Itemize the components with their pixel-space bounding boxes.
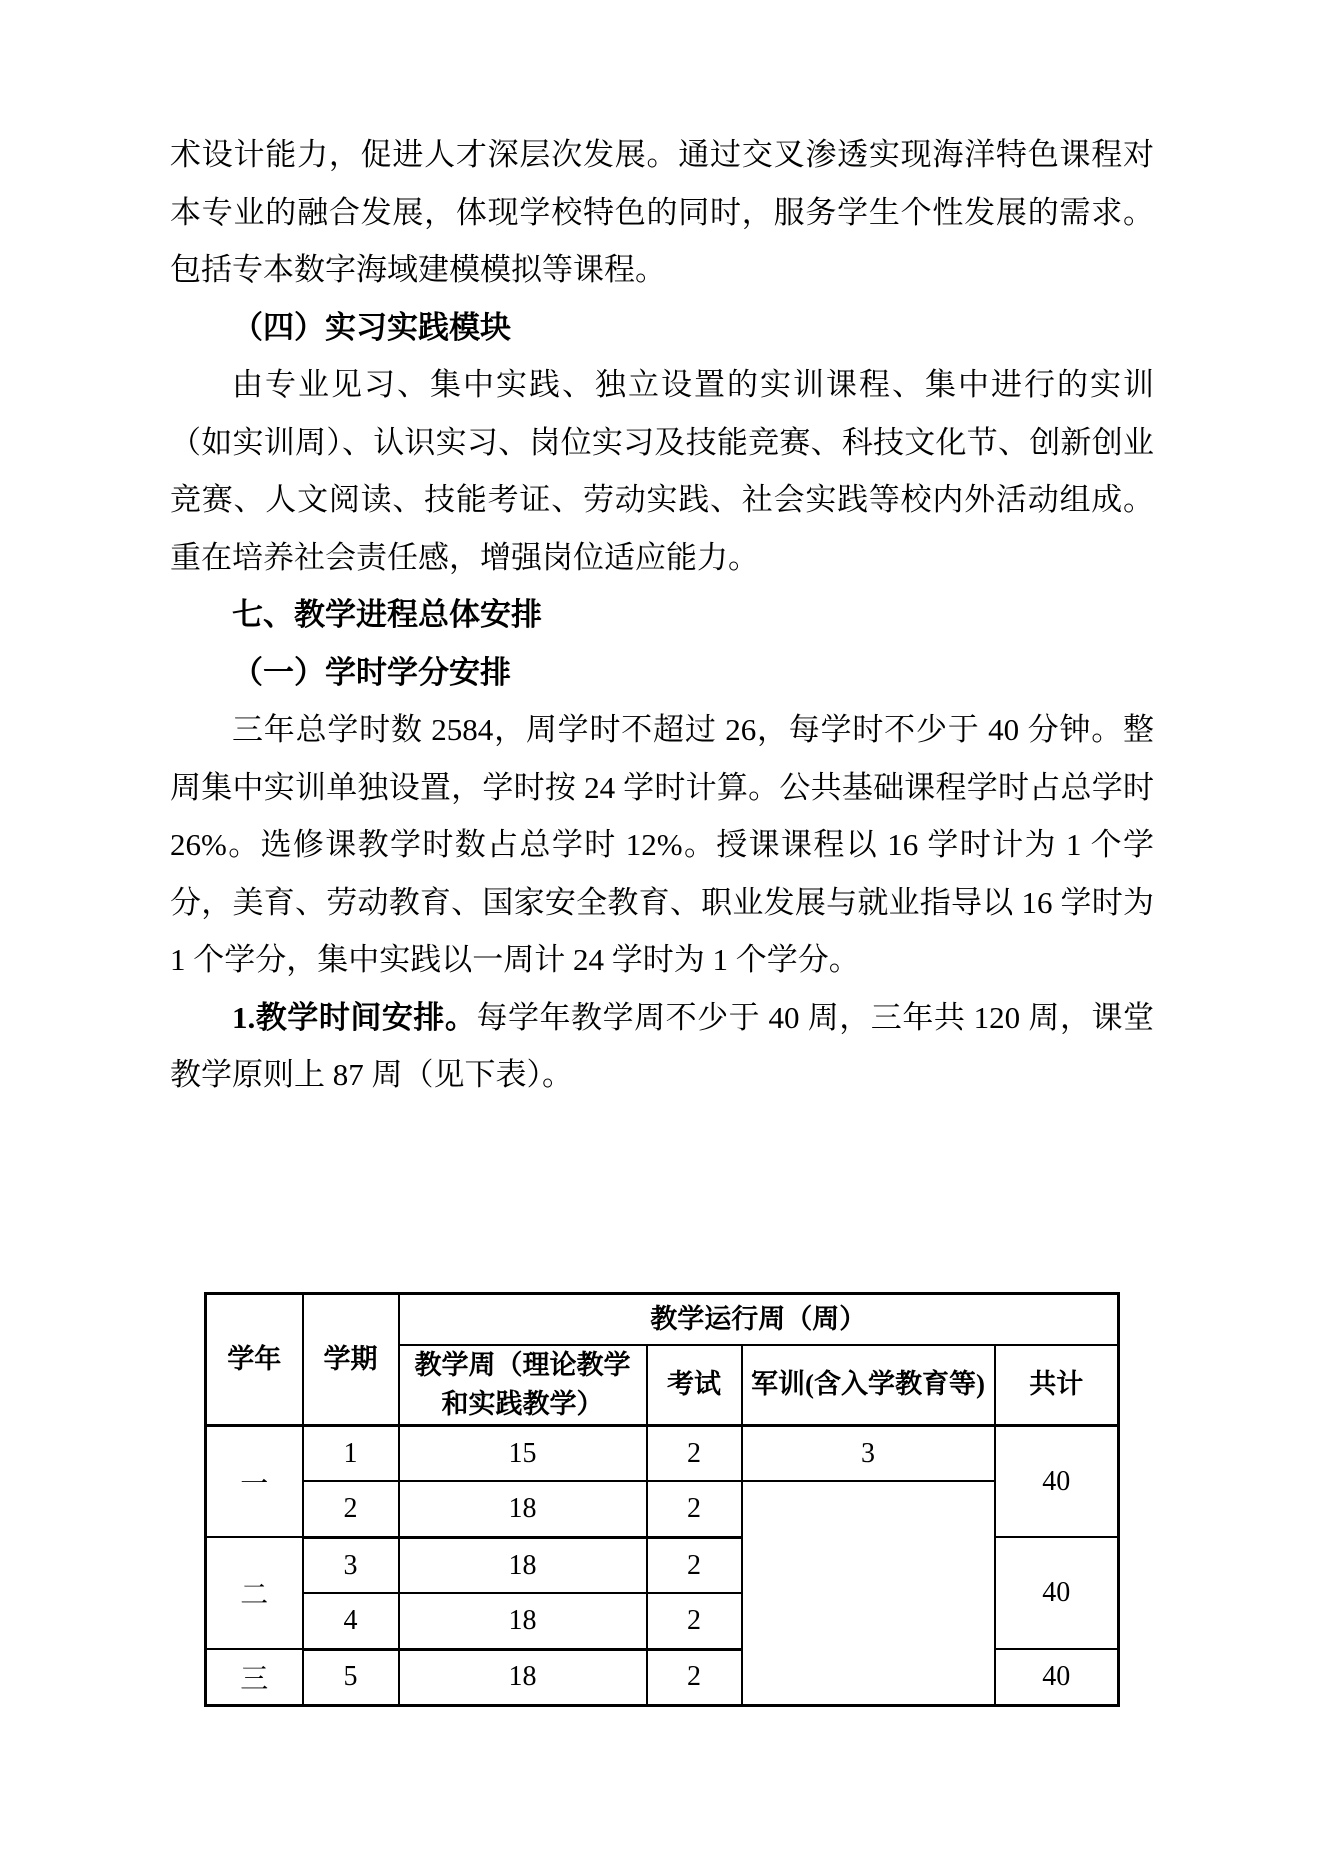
teaching-weeks-cell: 18 (399, 1481, 647, 1537)
col-header-teaching-run-weeks: 教学运行周（周） (399, 1294, 1119, 1345)
teaching-weeks-cell: 18 (399, 1593, 647, 1649)
table-row-semester-1 (206, 1425, 1119, 1481)
year-2-cell: 二 (206, 1537, 303, 1649)
teaching-time-lead: 1.教学时间安排。 (232, 999, 477, 1035)
col-header-year: 学年 (206, 1294, 303, 1426)
semester-cell: 5 (303, 1649, 399, 1705)
semester-cell: 4 (303, 1593, 399, 1649)
paragraph-teaching-time (170, 989, 1154, 1104)
col-header-exam: 考试 (647, 1345, 742, 1426)
year-1-cell: 一 (206, 1425, 303, 1537)
military-weeks-cell: 3 (742, 1425, 995, 1481)
total-weeks-cell: 40 (995, 1537, 1119, 1649)
teaching-weeks-table (204, 1292, 1120, 1707)
col-header-semester: 学期 (303, 1294, 399, 1426)
total-weeks-cell: 40 (995, 1649, 1119, 1705)
col-header-military-training: 军训(含入学教育等) (742, 1345, 995, 1426)
year-3-cell: 三 (206, 1649, 303, 1705)
table-row-semester-2 (206, 1481, 1119, 1537)
heading-subsection-1: （一）学时学分安排 (232, 654, 511, 690)
heading-section-4: （四）实习实践模块 (232, 309, 511, 345)
heading-section-7: 七、教学进程总体安排 (232, 597, 542, 632)
exam-weeks-cell: 2 (647, 1537, 742, 1593)
military-merged-empty-cell (742, 1481, 995, 1705)
paragraph-continuation: 术设计能力，促进人才深层次发展。通过交叉渗透实现海洋特色课程对本专业的融合发展，体现学校特色的同时，服务学生个性发展的需求。包括专本数字海域建模模拟等课程。 (170, 137, 1154, 287)
col-header-total: 共计 (995, 1345, 1119, 1426)
exam-weeks-cell: 2 (647, 1425, 742, 1481)
teaching-weeks-cell: 18 (399, 1649, 647, 1705)
exam-weeks-cell: 2 (647, 1481, 742, 1537)
semester-cell: 1 (303, 1425, 399, 1481)
paragraph-practice-module: 由专业见习、集中实践、独立设置的实训课程、集中进行的实训（如实训周）、认识实习、岗位实习及技能竞赛、科技文化节、创新创业竞赛、人文阅读、技能考证、劳动实践、社会实践等校内外活动组成。重在培养社会责任感，增强岗位适应能力。 (170, 367, 1154, 575)
exam-weeks-cell: 2 (647, 1593, 742, 1649)
paragraph-credit-hours: 三年总学时数 2584，周学时不超过 26，每学时不少于 40 分钟。整周集中实训单独设置，学时按 24 学时计算。公共基础课程学时占总学时 26%。选修课教学时数占总学时 12%。授课课程以 16 学时计为 1 个学分，美育、劳动教育、国家安全教育、职业发展与就业指导以 16 学时为 1 个学分，集中实践以一周计 24 学时为 1 个学分。 (170, 712, 1154, 977)
teaching-weeks-cell: 18 (399, 1537, 647, 1593)
teaching-weeks-cell: 15 (399, 1425, 647, 1481)
teaching-time-rest: 每学年教学周不少于 40 周，三年共 120 周，课堂教学原则上 87 周（见下表）。 (170, 999, 1155, 1092)
total-weeks-cell: 40 (995, 1425, 1119, 1537)
col-header-teaching-weeks: 教学周（理论教学和实践教学） (399, 1345, 647, 1426)
body-text (170, 126, 1154, 1104)
semester-cell: 2 (303, 1481, 399, 1537)
exam-weeks-cell: 2 (647, 1649, 742, 1705)
semester-cell: 3 (303, 1537, 399, 1593)
